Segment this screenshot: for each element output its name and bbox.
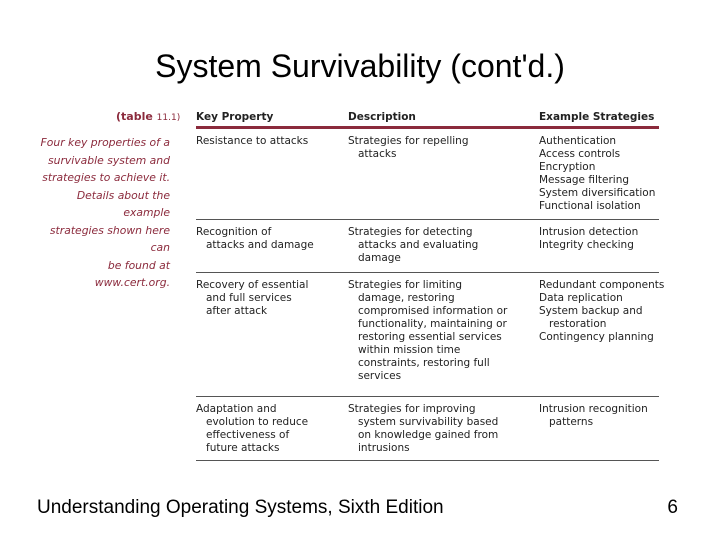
key-property-cell xyxy=(196,279,346,318)
cell-line: System backup and xyxy=(539,305,643,317)
table-label xyxy=(116,110,181,123)
table-label-number: 11.1) xyxy=(156,113,181,123)
header-description: Description xyxy=(348,111,416,123)
cell-line: compromised information or xyxy=(358,305,508,317)
cell-line: on knowledge gained from xyxy=(358,429,499,441)
cell-line: future attacks xyxy=(206,442,280,454)
cell-line: attacks and evaluating xyxy=(358,239,479,251)
cell-line: Strategies for limiting xyxy=(348,279,463,291)
key-property-cell xyxy=(196,403,346,455)
cell-line: damage xyxy=(358,252,401,264)
cell-line: damage, restoring xyxy=(358,292,455,304)
table-caption xyxy=(36,134,170,292)
table-row xyxy=(196,273,665,397)
caption-line: Details about the example xyxy=(76,188,170,219)
cell-line: System diversification xyxy=(539,187,656,199)
table-row xyxy=(196,397,659,461)
strategies-cell xyxy=(539,226,659,252)
caption-line: be found at www.cert.org. xyxy=(94,258,170,289)
cell-line: after attack xyxy=(206,305,268,317)
slide-title: System Survivability (cont'd.) xyxy=(155,48,565,84)
description-cell xyxy=(348,226,538,265)
cell-line: system survivability based xyxy=(358,416,499,428)
footer-text: Understanding Operating Systems, Sixth Edition xyxy=(37,497,444,518)
description-cell xyxy=(348,403,538,455)
cell-line: restoration xyxy=(549,318,607,330)
cell-line: functionality, maintaining or xyxy=(358,318,507,330)
cell-line: intrusions xyxy=(358,442,410,454)
cell-line: Intrusion detection xyxy=(539,226,639,238)
header-key-property: Key Property xyxy=(196,111,274,123)
cell-line: constraints, restoring full xyxy=(358,357,490,369)
cell-line: Authentication xyxy=(539,135,617,147)
cell-line: effectiveness of xyxy=(206,429,290,441)
cell-line: Resistance to attacks xyxy=(196,135,309,147)
cell-line: Encryption xyxy=(539,161,596,173)
cell-line: restoring essential services xyxy=(358,331,502,343)
strategies-cell xyxy=(539,403,659,429)
cell-line: Access controls xyxy=(539,148,621,160)
cell-line: Contingency planning xyxy=(539,331,654,343)
key-property-cell xyxy=(196,226,346,252)
cell-line: attacks xyxy=(358,148,397,160)
table-row xyxy=(196,220,659,273)
cell-line: attacks and damage xyxy=(206,239,314,251)
cell-line: Recovery of essential xyxy=(196,279,309,291)
caption-line: Four key properties of a xyxy=(40,136,170,149)
survivability-table xyxy=(196,108,665,461)
cell-line: Redundant components xyxy=(539,279,665,291)
key-property-cell xyxy=(196,135,346,148)
cell-line: Recognition of xyxy=(196,226,272,238)
table-row xyxy=(196,129,659,220)
cell-line: patterns xyxy=(549,416,594,428)
cell-line: within mission time xyxy=(358,344,461,356)
cell-line: Strategies for detecting xyxy=(348,226,473,238)
cell-line: Strategies for improving xyxy=(348,403,476,415)
cell-line: and full services xyxy=(206,292,292,304)
caption-line: strategies shown here can xyxy=(49,223,170,254)
strategies-cell xyxy=(539,135,659,213)
cell-line: Intrusion recognition xyxy=(539,403,648,415)
description-cell xyxy=(348,135,538,161)
cell-line: Adaptation and xyxy=(196,403,277,415)
table-header xyxy=(196,108,659,129)
cell-line: Strategies for repelling xyxy=(348,135,469,147)
cell-line: services xyxy=(358,370,402,382)
header-example-strategies: Example Strategies xyxy=(539,111,655,123)
cell-line: Data replication xyxy=(539,292,623,304)
strategies-cell xyxy=(539,279,665,344)
page-number: 6 xyxy=(667,497,678,518)
cell-line: Functional isolation xyxy=(539,200,641,212)
table-label-prefix: (table xyxy=(116,110,153,123)
caption-line: strategies to achieve it. xyxy=(42,171,170,184)
caption-line: survivable system and xyxy=(47,153,170,167)
cell-line: Message filtering xyxy=(539,174,630,186)
cell-line: Integrity checking xyxy=(539,239,634,251)
description-cell xyxy=(348,279,538,383)
cell-line: evolution to reduce xyxy=(206,416,309,428)
